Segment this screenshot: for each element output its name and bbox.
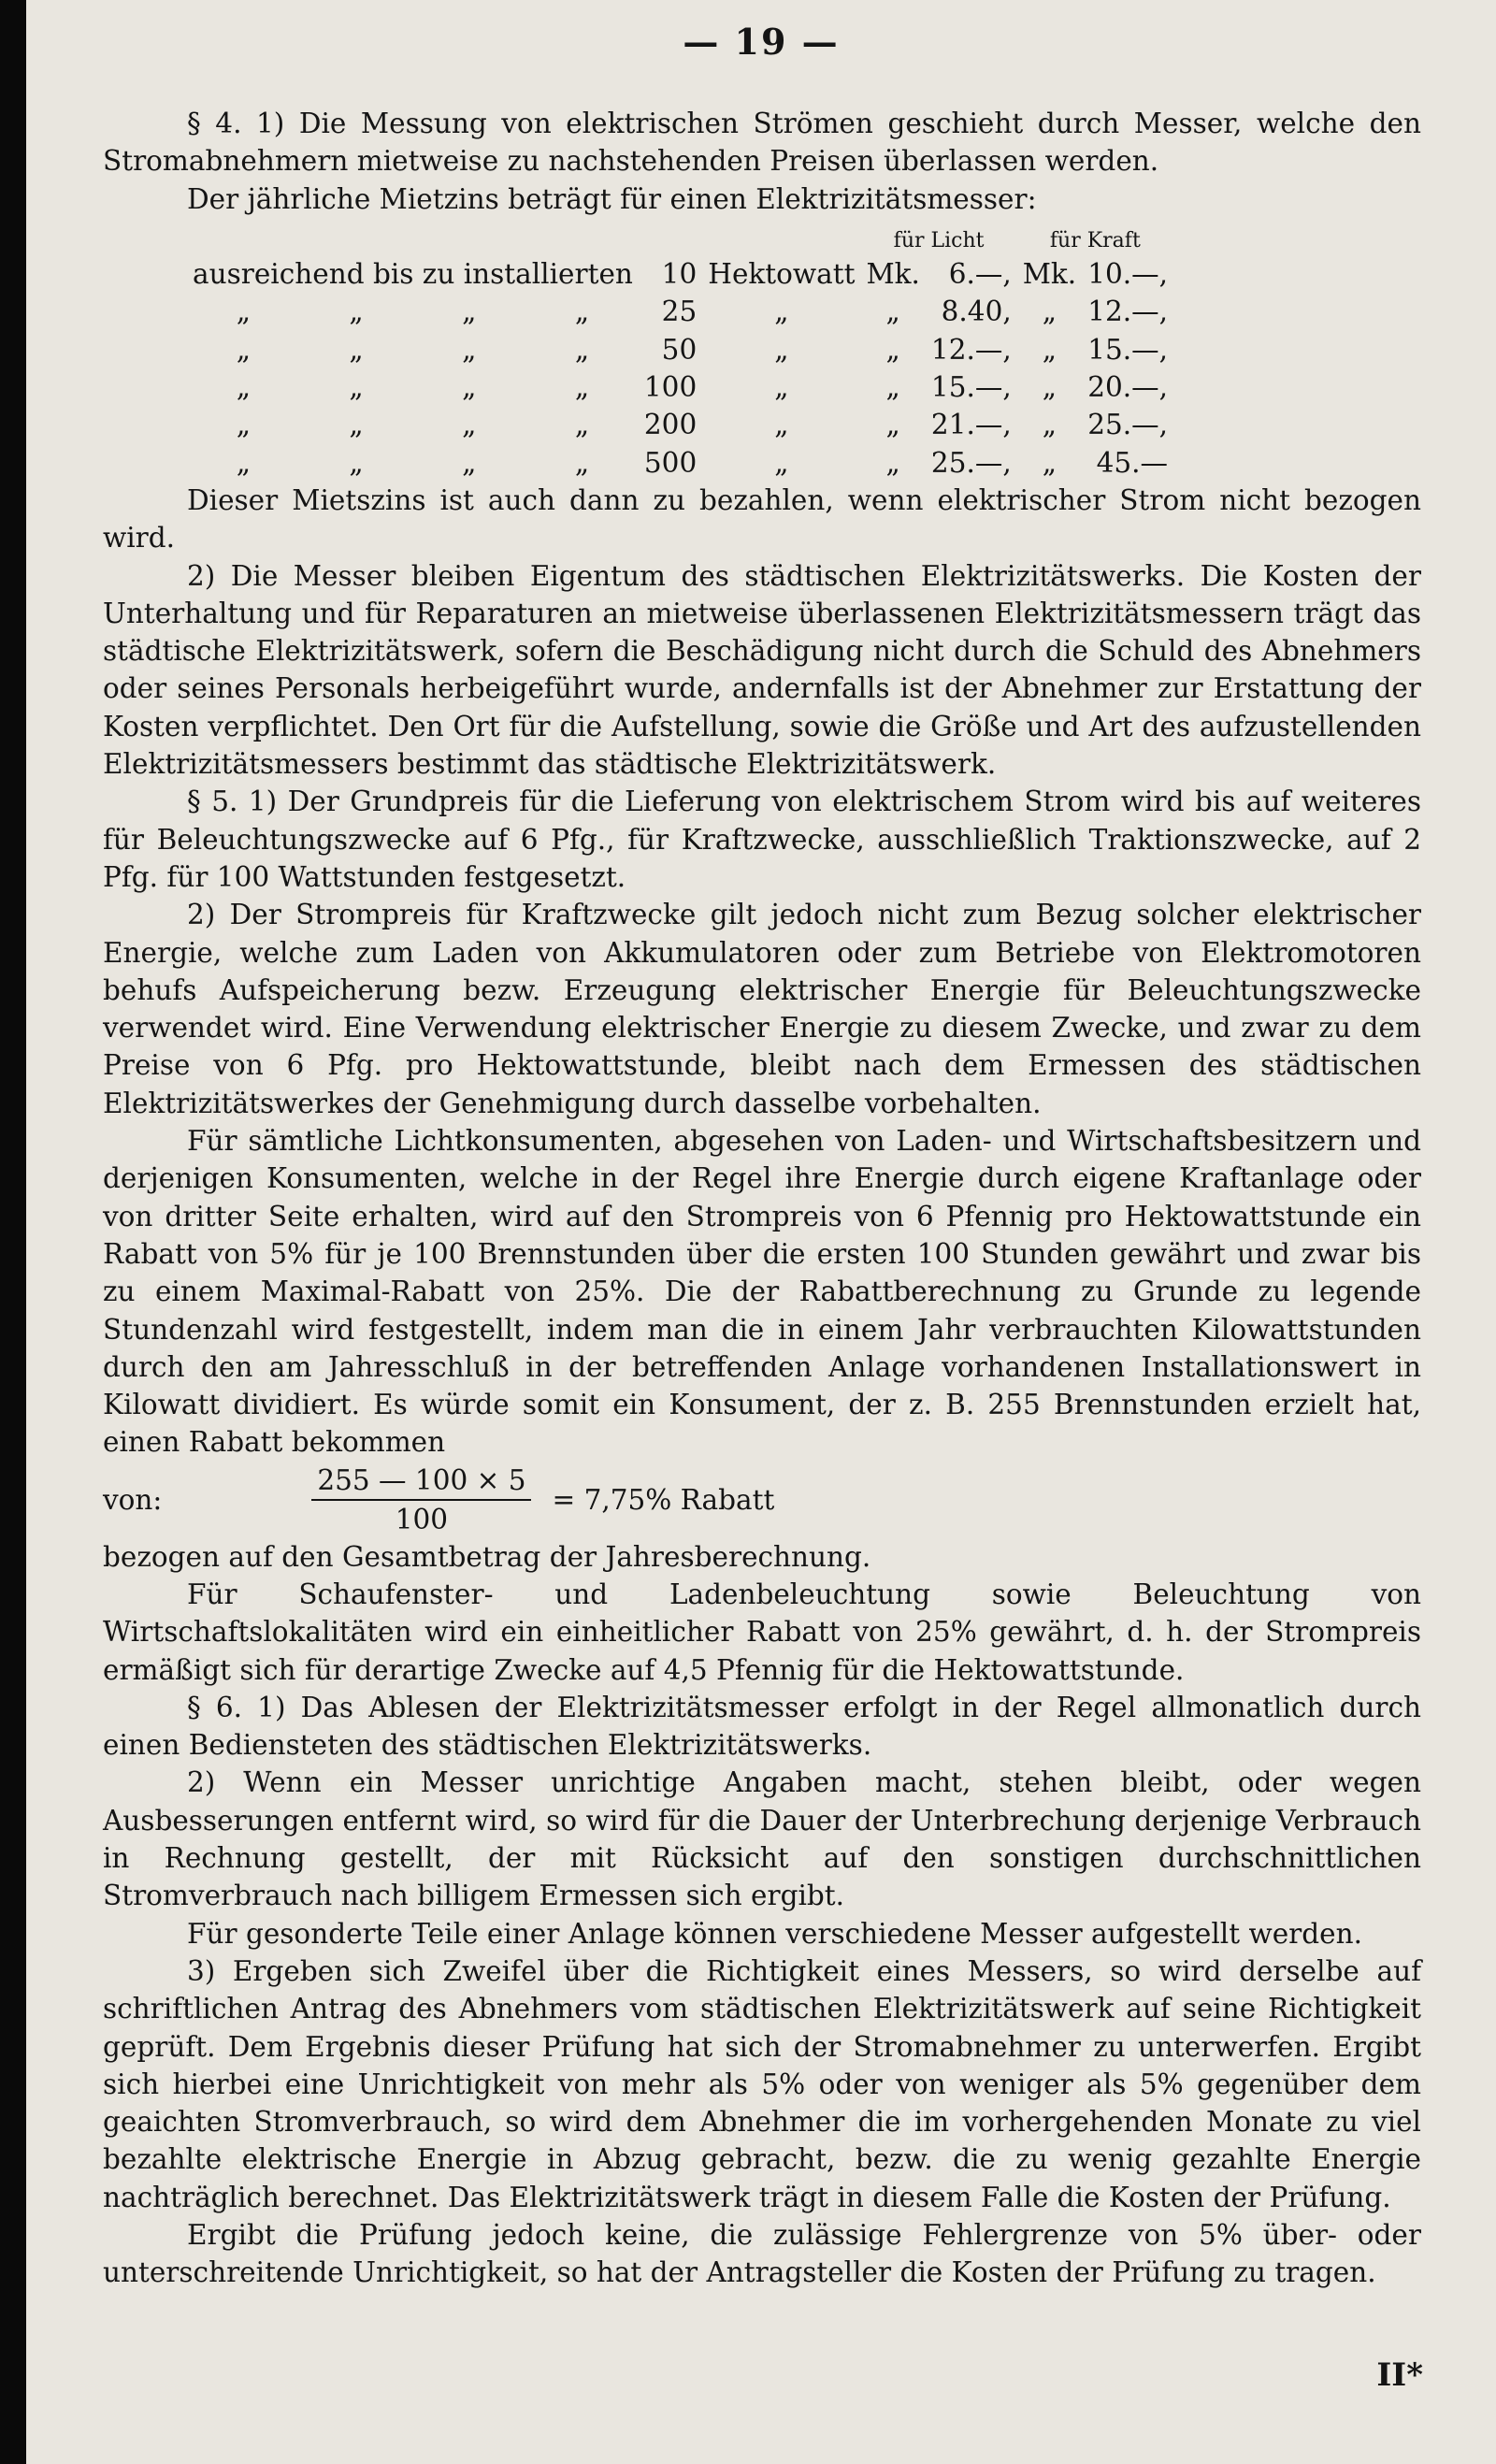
formula-result: = 7,75% Rabatt: [552, 1483, 775, 1516]
rate-power-price: 12.—,: [1087, 295, 1168, 328]
column-header-power: für Kraft: [1049, 229, 1141, 253]
ditto-mark: „: [462, 295, 477, 328]
document-page: [26, 0, 1496, 2464]
signature-mark: II*: [1376, 2356, 1423, 2394]
rent-note: Dieser Mietszins ist auch dann zu bezahlen, wenn elektrischer Strom nicht bezogen wird.: [103, 483, 1421, 555]
page-number: — 19 —: [683, 21, 840, 63]
ditto-mark: „: [885, 295, 900, 328]
ditto-mark: „: [349, 333, 364, 366]
rate-light-price: 21.—,: [930, 409, 1012, 441]
rate-light-price: 25.—,: [930, 446, 1012, 479]
section-4-paragraph-1: § 4. 1) Die Messung von elektrischen Strömen geschieht durch Messer, welche den Stromabnehmern mietweise zu nachstehenden Preisen überlassen werden.: [103, 108, 1421, 178]
rate-power-price: 25.—,: [1087, 409, 1168, 441]
ditto-mark: „: [1042, 295, 1057, 328]
ditto-mark: „: [236, 333, 251, 366]
formula-fraction: [311, 1462, 531, 1538]
rate-hektowatt-value: 200: [643, 409, 698, 441]
ditto-mark: „: [349, 446, 364, 479]
formula-lead: von:: [103, 1483, 163, 1516]
ditto-mark: „: [1042, 333, 1057, 366]
rate-hektowatt-value: 500: [643, 446, 698, 479]
rate-light-price: 6.—,: [948, 258, 1012, 291]
rate-power-price: 15.—,: [1087, 333, 1168, 366]
rate-power-price: 20.—,: [1087, 371, 1168, 404]
formula-denominator: 100: [395, 1503, 449, 1535]
ditto-mark: „: [1042, 446, 1057, 479]
ditto-mark: „: [774, 333, 789, 366]
rate-power-price: 10.—,: [1087, 258, 1168, 291]
ditto-mark: „: [885, 446, 900, 479]
rate-row: [187, 368, 1173, 406]
section-5-paragraph-2: 2) Der Strompreis für Kraftzwecke gilt jedoch nicht zum Bezug solcher elektrischer Energie, welche zum Laden von Akkumulatoren oder zum Betriebe von Elektromotoren behufs Aufspeicherung bezw. Erzeugung elektrischer Energie für Beleuchtungszwecke verwendet wird. Eine Verwendung elektrischer Energie zu diesem Zwecke, und zwar zu dem Preise von 6 Pfg. pro Hektowattstunde, bleibt nach dem Ermessen des städtischen Elektrizitätswerkes der Genehmigung durch dasselbe vorbehalten.: [103, 899, 1421, 1119]
rate-power-price: 45.—: [1096, 446, 1168, 479]
rate-row: [187, 255, 1173, 293]
ditto-mark: „: [1042, 371, 1057, 404]
ditto-mark: „: [1042, 409, 1057, 441]
ditto-mark: „: [774, 409, 789, 441]
rate-row: [187, 406, 1173, 443]
rate-hektowatt-value: 50: [661, 333, 698, 366]
section-6-paragraph-3: Für gesonderte Teile einer Anlage können verschiedene Messer aufgestellt werden.: [187, 1917, 1362, 1950]
ditto-mark: „: [774, 295, 789, 328]
ditto-mark: „: [462, 371, 477, 404]
rate-row-label: ausreichend bis zu installierten: [193, 258, 633, 291]
ditto-mark: „: [574, 333, 590, 366]
rent-intro: Der jährliche Mietzins beträgt für einen Elektrizitätsmesser:: [187, 182, 1037, 215]
formula-numerator: 255 — 100 × 5: [311, 1462, 531, 1501]
ditto-mark: „: [236, 295, 251, 328]
ditto-mark: „: [236, 409, 251, 441]
ditto-mark: „: [462, 446, 477, 479]
ditto-mark: „: [574, 446, 590, 479]
ditto-mark: „: [574, 409, 590, 441]
rate-row: [187, 293, 1173, 330]
ditto-mark: „: [462, 333, 477, 366]
section-6-paragraph-2: 2) Wenn ein Messer unrichtige Angaben macht, stehen bleibt, oder wegen Ausbesserungen entfernt wird, so wird für die Dauer der Unterbrechung derjenige Verbrauch in Rechnung gestellt, der mit Rücksicht auf den sonstigen durchschnittlichen Stromverbrauch nach billigem Ermessen sich ergibt.: [103, 1766, 1421, 1912]
ditto-mark: „: [236, 371, 251, 404]
ditto-mark: „: [885, 409, 900, 441]
ditto-mark: „: [349, 295, 364, 328]
ditto-mark: „: [462, 409, 477, 441]
page-body: [103, 105, 1421, 2292]
section-5-paragraph-4: bezogen auf den Gesamtbetrag der Jahresberechnung.: [103, 1540, 871, 1573]
section-5-paragraph-5: Für Schaufenster- und Ladenbeleuchtung sowie Beleuchtung von Wirtschaftslokalitäten wird ein einheitlicher Rabatt von 25% gewährt, d. h. der Strompreis ermäßigt sich für derartige Zwecke auf 4,5 Pfennig für die Hektowattstunde.: [103, 1578, 1421, 1686]
currency-label: Mk.: [1022, 258, 1077, 291]
ditto-mark: „: [885, 333, 900, 366]
rent-rate-table: [187, 218, 1173, 482]
rate-hektowatt-value: 25: [661, 295, 698, 328]
section-5-paragraph-3: Für sämtliche Lichtkonsumenten, abgesehen von Laden- und Wirtschaftsbesitzern und derjenigen Konsumenten, welche in der Regel ihre Energie durch eigene Kraftanlage oder von dritter Seite erhalten, wird auf den Strompreis von 6 Pfennig pro Hektowattstunde ein Rabatt von 5% für je 100 Brennstunden über die ersten 100 Stunden gewährt und zwar bis zu einem Maximal-Rabatt von 25%. Die der Rabattberechnung zu Grunde zu legende Stundenzahl wird festgestellt, indem man die in einem Jahr verbrauchten Kilowattstunden durch den am Jahresschluß in der betreffenden Anlage vorhandenen Installationswert in Kilowatt dividiert. Es würde somit ein Konsument, der z. B. 255 Brennstunden erzielt hat, einen Rabatt bekommen: [103, 1125, 1421, 1459]
rate-row: [187, 331, 1173, 368]
section-5-paragraph-1: § 5. 1) Der Grundpreis für die Lieferung von elektrischem Strom wird bis auf weiteres für Beleuchtungszwecke auf 6 Pfg., für Kraftzwecke, ausschließlich Traktionszwecke, auf 2 Pfg. für 100 Wattstunden festgesetzt.: [103, 785, 1421, 893]
rebate-formula: [103, 1462, 1421, 1538]
ditto-mark: „: [774, 371, 789, 404]
ditto-mark: „: [574, 295, 590, 328]
section-6-paragraph-4: 3) Ergeben sich Zweifel über die Richtigkeit eines Messers, so wird derselbe auf schriftlichen Antrag des Abnehmers vom städtischen Elektrizitätswerk auf seine Richtigkeit geprüft. Dem Ergebnis dieser Prüfung hat sich der Stromabnehmer zu unterwerfen. Ergibt sich hierbei eine Unrichtigkeit von mehr als 5% oder von weniger als 5% gegenüber dem geaichten Stromverbrauch, so wird dem Abnehmer die im vorhergehenden Monate zu viel bezahlte elektrische Energie in Abzug gebracht, bezw. die zu wenig gezahlte Energie nachträglich berechnet. Das Elektrizitätswerk trägt in diesem Falle die Kosten der Prüfung.: [103, 1954, 1421, 2213]
ditto-mark: „: [774, 446, 789, 479]
rate-hektowatt-value: 100: [643, 371, 698, 404]
ditto-mark: „: [574, 371, 590, 404]
section-6-paragraph-1: § 6. 1) Das Ablesen der Elektrizitätsmesser erfolgt in der Regel allmonatlich durch einen Bediensteten des städtischen Elektrizitätswerks.: [103, 1691, 1421, 1762]
section-6-paragraph-5: Ergibt die Prüfung jedoch keine, die zulässige Fehlergrenze von 5% über- oder unterschreitende Unrichtigkeit, so hat der Antragsteller die Kosten der Prüfung zu tragen.: [103, 2219, 1421, 2289]
rate-light-price: 15.—,: [930, 371, 1012, 404]
rate-unit: Hektowatt: [708, 258, 856, 291]
section-4-paragraph-2: 2) Die Messer bleiben Eigentum des städtischen Elektrizitätswerks. Die Kosten der Unterhaltung und für Reparaturen an mietweise überlassenen Elektrizitätsmessern trägt das städtische Elektrizitätswerk, sofern die Beschädigung nicht durch die Schuld des Abnehmers oder seines Personals herbeigeführt wurde, andernfalls ist der Abnehmer zur Erstattung der Kosten verpflichtet. Den Ort für die Aufstellung, sowie die Größe und Art des aufzustellenden Elektrizitätsmessers bestimmt das städtische Elektrizitätswerk.: [103, 559, 1421, 781]
ditto-mark: „: [349, 371, 364, 404]
rate-row: [187, 444, 1173, 482]
column-header-light: für Licht: [893, 229, 985, 253]
ditto-mark: „: [349, 409, 364, 441]
currency-label: Mk.: [866, 258, 920, 291]
ditto-mark: „: [236, 446, 251, 479]
rate-light-price: 12.—,: [930, 333, 1012, 366]
rate-hektowatt-value: 10: [661, 258, 698, 291]
rate-table-header-row: [187, 218, 1173, 255]
ditto-mark: „: [885, 371, 900, 404]
rate-light-price: 8.40,: [941, 295, 1012, 328]
